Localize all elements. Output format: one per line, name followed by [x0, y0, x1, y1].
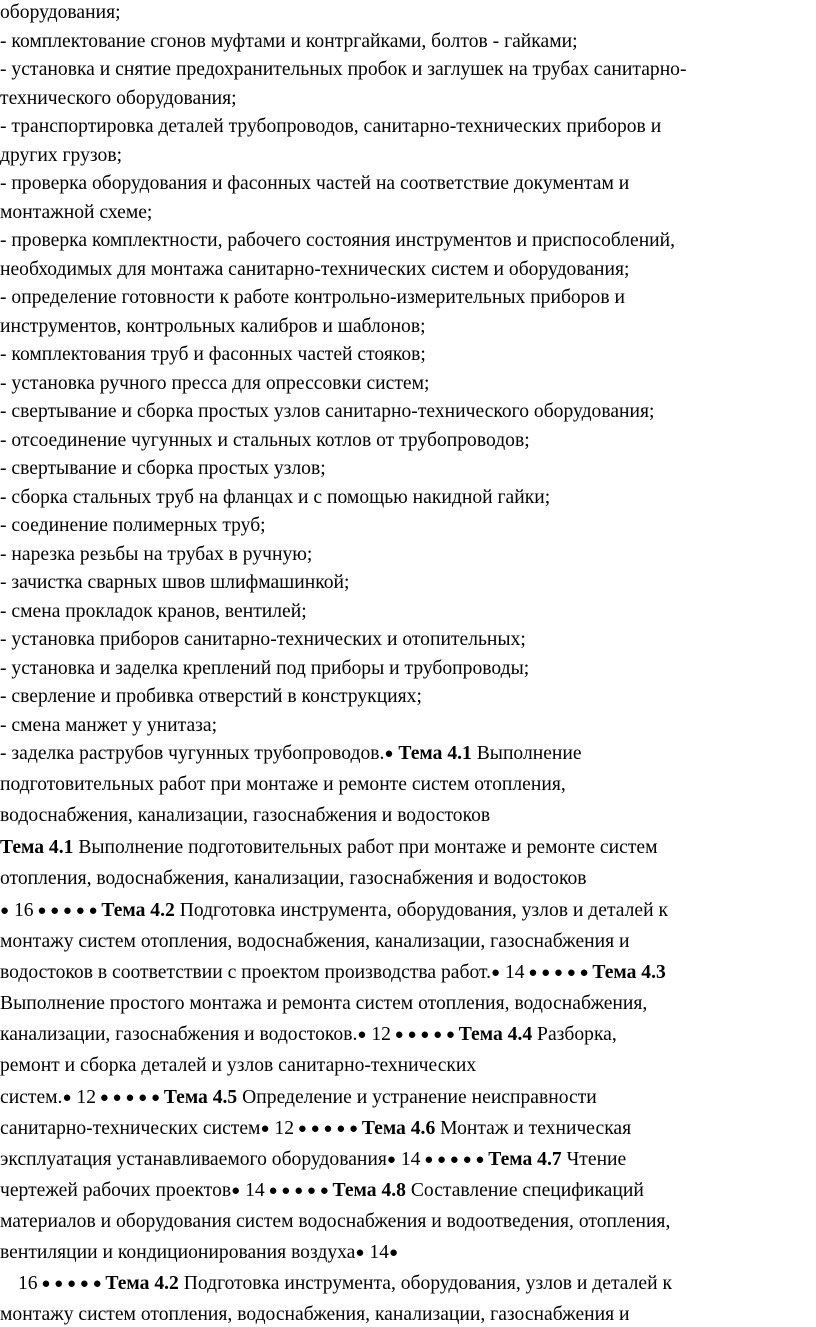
hours-value: 16: [9, 900, 34, 921]
text-line: Выполнение простого монтажа и ремонта систем отопления, водоснабжения,: [0, 993, 648, 1014]
hours-value: 14: [500, 962, 525, 983]
text-run: чертежей рабочих проектов: [0, 1180, 232, 1201]
text-line: - установка и снятие предохранительных пробок и заглушек на трубах санитарно-: [0, 59, 687, 80]
text-run: канализации, газоснабжения и водостоков.: [0, 1024, 358, 1045]
text-line: [0, 1241, 398, 1266]
hours-value: 14: [364, 1242, 389, 1263]
text-line: монтажу систем отопления, водоснабжения, канализации, газоснабжения и: [0, 931, 630, 952]
hours-value: 12: [366, 1024, 391, 1045]
text-line: - проверка комплектности, рабочего состояния инструментов и приспособлений,: [0, 230, 676, 251]
bullet-row-icon: ● ● ● ● ●: [294, 1121, 362, 1137]
text-line: - соединение полимерных труб;: [0, 515, 266, 536]
text-line: [0, 836, 657, 860]
text-line: других грузов;: [0, 145, 123, 166]
text-run: систем.: [0, 1087, 63, 1108]
hours-value: 12: [71, 1087, 96, 1108]
text-line: оборудования;: [0, 2, 121, 23]
text-line: монтажной схеме;: [0, 202, 153, 223]
text-run: Составление спецификаций: [405, 1180, 644, 1201]
text-line: - смена прокладок кранов, вентилей;: [0, 601, 307, 622]
bullet-icon: ●: [386, 1152, 396, 1168]
text-line: - определение готовности к работе контрольно-измерительных приборов и: [0, 287, 625, 308]
text-line: водоснабжения, канализации, газоснабжения и водостоков: [0, 805, 491, 826]
bullet-icon: ●: [260, 1121, 270, 1137]
text-line: подготовительных работ при монтаже и ремонте систем отопления,: [0, 774, 566, 795]
text-run: санитарно-технических систем: [0, 1118, 261, 1139]
text-run: Чтение: [561, 1149, 627, 1170]
text-line: - транспортировка деталей трубопроводов, санитарно-технических приборов и: [0, 116, 662, 137]
text-line: технического оборудования;: [0, 88, 237, 109]
hours-value: 14: [395, 1149, 421, 1170]
text-line: - установка приборов санитарно-технических и отопительных;: [0, 629, 526, 650]
text-line: - свертывание и сборка простых узлов санитарно-технического оборудования;: [0, 401, 655, 422]
text-line: - комплектования труб и фасонных частей стояков;: [0, 344, 426, 365]
bullet-icon: ●: [384, 746, 394, 762]
text-run: водостоков в соответствии с проектом производства работ.: [0, 962, 491, 983]
text-line: - комплектование сгонов муфтами и контргайками, болтов - гайками;: [0, 31, 578, 52]
bullet-icon: ●: [388, 1245, 398, 1261]
text-line: - отсоединение чугунных и стальных котлов от трубопроводов;: [0, 430, 530, 451]
bullet-row-icon: ● ● ● ● ●: [420, 1152, 489, 1168]
topic-label: Тема 4.6: [361, 1118, 436, 1139]
bullet-icon: ●: [0, 903, 10, 919]
bullet-row-icon: ● ● ● ● ●: [33, 903, 102, 919]
bullet-icon: ●: [231, 1183, 241, 1199]
text-run: Подготовка инструмента, оборудования, узлов и деталей к: [178, 1273, 673, 1294]
text-line: - установка ручного пресса для опрессовки систем;: [0, 373, 430, 394]
topic-label: Тема 4.5: [163, 1087, 238, 1108]
text-line: - сборка стальных труб на фланцах и с помощью накидной гайки;: [0, 487, 551, 508]
bullet-row-icon: ● ● ● ● ●: [524, 965, 593, 981]
text-line: [0, 1179, 644, 1204]
topic-label: Тема 4.1: [398, 743, 472, 764]
hours-value: 14: [240, 1180, 265, 1201]
topic-label: Тема 4.3: [592, 962, 666, 983]
topic-label: Тема 4.1: [0, 837, 74, 858]
text-line: - проверка оборудования и фасонных частей на соответствие документам и: [0, 173, 630, 194]
bullet-row-icon: ● ● ● ● ●: [96, 1090, 164, 1106]
bullet-icon: ●: [355, 1245, 365, 1261]
topic-label: Тема 4.2: [101, 900, 175, 921]
text-run: Выполнение подготовительных работ при монтаже и ремонте систем: [73, 837, 658, 858]
bullet-icon: ●: [491, 965, 501, 981]
topic-label: Тема 4.2: [105, 1273, 179, 1294]
text-line: [0, 1148, 626, 1173]
bullet-row-icon: ● ● ● ● ●: [264, 1183, 333, 1199]
text-run: Разборка,: [532, 1024, 617, 1045]
text-line: отопления, водоснабжения, канализации, газоснабжения и водостоков: [0, 868, 587, 889]
text-line: [0, 961, 666, 986]
text-line: - установка и заделка креплений под приборы и трубопроводы;: [0, 658, 530, 679]
text-line: - смена манжет у унитаза;: [0, 715, 218, 736]
text-line: - зачистка сварных швов шлифмашинкой;: [0, 572, 350, 593]
text-line: - сверление и пробивка отверстий в конструкциях;: [0, 686, 422, 707]
text-run: эксплуатация устанавливаемого оборудования: [0, 1149, 387, 1170]
text-run: - заделка раструбов чугунных трубопроводов.: [0, 743, 385, 764]
text-run: Определение и устранение неисправности: [237, 1087, 597, 1108]
text-line: ремонт и сборка деталей и узлов санитарно-технических: [0, 1055, 477, 1076]
bullet-row-icon: ● ● ● ● ●: [390, 1027, 459, 1043]
text-line: [0, 1086, 597, 1111]
text-line: необходимых для монтажа санитарно-технических систем и оборудования;: [0, 259, 630, 280]
bullet-icon: ●: [62, 1090, 72, 1106]
text-line: - нарезка резьбы на трубах в ручную;: [0, 544, 313, 565]
topic-label: Тема 4.4: [458, 1024, 533, 1045]
text-line: монтажу систем отопления, водоснабжения, канализации, газоснабжения и: [0, 1304, 630, 1325]
text-run: Подготовка инструмента, оборудования, узлов и деталей к: [174, 900, 668, 921]
text-line: материалов и оборудования систем водоснабжения и водоотведения, отопления,: [0, 1211, 671, 1232]
text-line: [0, 1117, 631, 1142]
bullet-row-icon: ● ● ● ● ●: [37, 1276, 106, 1292]
text-line: инструментов, контрольных калибров и шаблонов;: [0, 316, 426, 337]
text-line: - свертывание и сборка простых узлов;: [0, 458, 326, 479]
text-run: Монтаж и техническая: [435, 1118, 632, 1139]
hours-value: 12: [269, 1118, 295, 1139]
topic-label: Тема 4.8: [332, 1180, 406, 1201]
text-line: [0, 899, 668, 924]
hours-value: 16: [18, 1273, 38, 1294]
text-line: [0, 1023, 617, 1048]
text-run: Выполнение: [471, 743, 582, 764]
text-line: [0, 742, 582, 767]
text-run: вентиляции и кондиционирования воздуха: [0, 1242, 356, 1263]
bullet-icon: ●: [357, 1027, 367, 1043]
topic-label: Тема 4.7: [488, 1149, 562, 1170]
text-line: [18, 1272, 672, 1297]
